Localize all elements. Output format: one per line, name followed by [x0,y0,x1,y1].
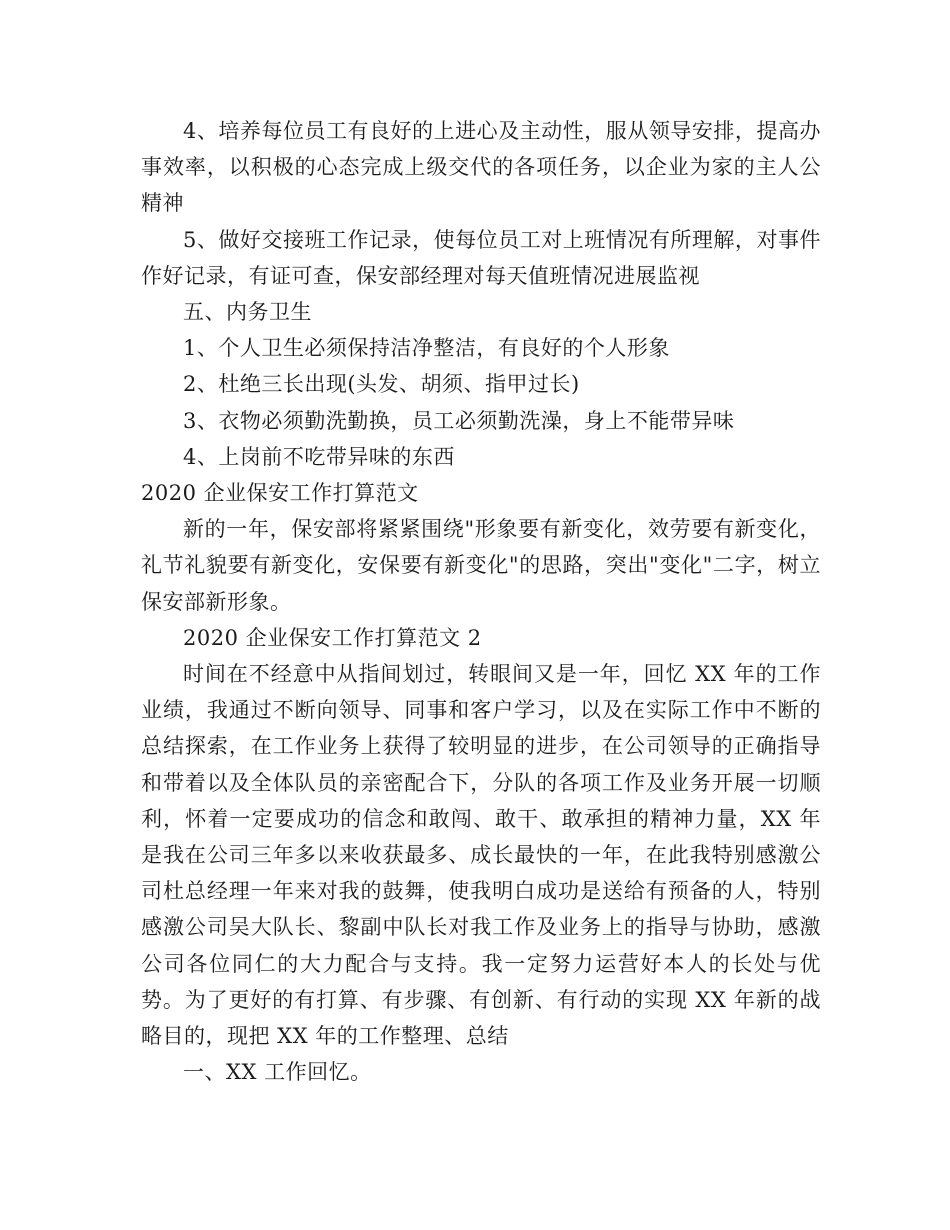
paragraph-item-5-handover: 5、做好交接班工作记录，使每位员工对上班情况有所理解，对事件作好记录，有证可查，保安部经理对每天值班情况进展监视 [141,227,821,288]
paragraph-item-4-attitude: 4、培养每位员工有良好的上进心及主动性，服从领导安排，提高办事效率，以积极的心态完成上级交代的各项任务，以企业为家的主人公精神 [141,119,821,216]
section-heading-review: 一、XX 工作回忆。 [183,1060,372,1085]
intro-paragraph: 新的一年，保安部将紧紧围绕"形象要有新变化，效劳要有新变化，礼节礼貌要有新变化，安保要有新变化"的思路，突出"变化"二字，树立保安部新形象。 [141,517,821,614]
review-paragraph: 时间在不经意中从指间划过，转眼间又是一年，回忆 XX 年的工作业绩，我通过不断向领导、同事和客户学习，以及在实际工作中不断的总结探索，在工作业务上获得了较明显的进步，在公司领导的正确指导和带着以及全体队员的亲密配合下，分队的各项工作及业务开展一切顺利，怀着一定要成功的信念和敢闯、敢干、敢承担的精神力量，XX 年是我在公司三年多以来收获最多、成长最快的一年，在此我特别感激公司杜总经理一年来对我的鼓舞，使我明白成功是送给有预备的人，特别感激公司吴大队长、黎副中队长对我工作及业务上的指导与协助，感激公司各位同仁的大力配合与支持。我一定努力运营好本人的长处与优势。为了更好的有打算、有步骤、有创新、有行动的实现 XX 年新的战略目的，现把 XX 年的工作整理、总结 [141,662,821,1049]
document-subtitle: 2020 企业保安工作打算范文 2 [183,625,482,650]
list-item-hygiene-3: 3、衣物必须勤洗勤换，员工必须勤洗澡，身上不能带异味 [183,408,735,433]
document-body [141,113,821,1090]
list-item-hygiene-2: 2、杜绝三长出现(头发、胡须、指甲过长) [183,372,580,397]
document-title: 2020 企业保安工作打算范文 [141,481,419,506]
list-item-hygiene-1: 1、个人卫生必须保持洁净整洁，有良好的个人形象 [183,336,670,361]
list-item-hygiene-4: 4、上岗前不吃带异味的东西 [183,444,455,469]
section-heading-hygiene: 五、内务卫生 [183,300,312,325]
